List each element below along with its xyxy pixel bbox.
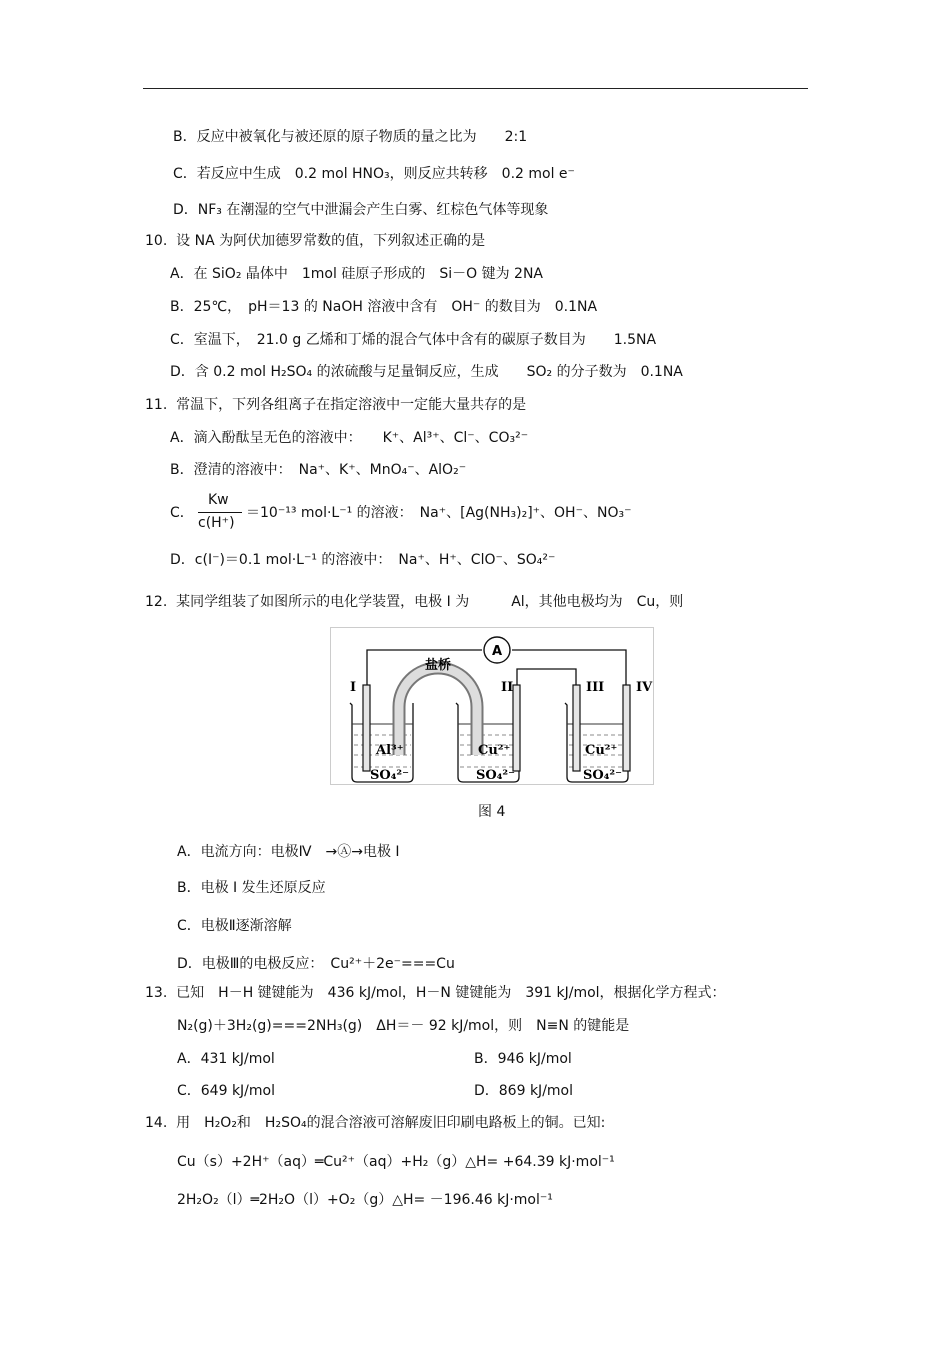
electrode-label-3: III <box>586 680 605 695</box>
q12-option-b: B．电极 I 发生还原反应 <box>177 880 326 896</box>
q10-option-c: C．室温下， 21.0 g 乙烯和丁烯的混合气体中含有的碳原子数目为 1.5NA <box>170 332 657 348</box>
header-rule <box>143 88 808 89</box>
anion-label-3: SO₄²⁻ <box>583 768 622 783</box>
fraction-bar <box>198 512 242 513</box>
anion-label-2: SO₄²⁻ <box>476 768 515 783</box>
q12-option-a: A．电流方向：电极Ⅳ →Ⓐ→电极 I <box>177 844 400 860</box>
ion-label-2: Cu²⁺ <box>478 743 511 758</box>
electrode-label-2: II <box>501 680 514 695</box>
electrode-label-4: IV <box>636 680 653 695</box>
q12-option-c: C．电极Ⅱ逐渐溶解 <box>177 918 292 934</box>
q13-option-d: D．869 kJ/mol <box>474 1083 573 1099</box>
figure-caption: 图 4 <box>478 804 506 820</box>
q13-option-a: A．431 kJ/mol <box>177 1051 275 1067</box>
q9-option-b: B．反应中被氧化与被还原的原子物质的量之比为 2:1 <box>173 129 528 145</box>
electrochemical-cell-figure <box>330 627 654 785</box>
q13-option-b: B．946 kJ/mol <box>474 1051 572 1067</box>
ion-label-1: Al³⁺ <box>376 743 404 758</box>
wire-middle <box>517 669 576 693</box>
fraction-denominator: c(H⁺) <box>198 515 235 531</box>
q10-stem: 10. 设 NA 为阿伏加德罗常数的值，下列叙述正确的是 <box>145 233 486 249</box>
q11-option-d: D．c(I⁻)＝0.1 mol·L⁻¹ 的溶液中： Na⁺、H⁺、ClO⁻、SO₄²⁻ <box>170 552 556 568</box>
q11-option-b: B．澄清的溶液中： Na⁺、K⁺、MnO₄⁻、AlO₂⁻ <box>170 462 467 478</box>
fraction-numerator: Kw <box>208 492 229 508</box>
q10-option-a: A．在 SiO₂ 晶体中 1mol 硅原子形成的 Si－O 键为 2NA <box>170 266 543 282</box>
q9-option-c: C．若反应中生成 0.2 mol HNO₃，则反应共转移 0.2 mol e⁻ <box>173 166 575 182</box>
q9-option-d: D．NF₃ 在潮湿的空气中泄漏会产生白雾、红棕色气体等现象 <box>173 202 549 218</box>
q13-option-c: C．649 kJ/mol <box>177 1083 275 1099</box>
q11-option-c-text: ＝10⁻¹³ mol·L⁻¹ 的溶液： Na⁺、[Ag(NH₃)₂]⁺、OH⁻、NO₃⁻ <box>246 505 632 521</box>
q14-stem: 14. 用 H₂O₂和 H₂SO₄的混合溶液可溶解废旧印刷电路板上的铜。已知: <box>145 1115 606 1131</box>
anion-label-1: SO₄²⁻ <box>370 768 409 783</box>
q12-option-d: D．电极Ⅲ的电极反应： Cu²⁺＋2e⁻===Cu <box>177 956 455 972</box>
q11-c-fraction <box>198 492 243 536</box>
electrode-label-1: I <box>350 680 357 695</box>
ion-label-3: Cu²⁺ <box>585 743 618 758</box>
q13-equation: N₂(g)＋3H₂(g)===2NH₃(g) ΔH＝－ 92 kJ/mol，则 N≡N 的键能是 <box>177 1018 630 1034</box>
q14-equation-1: Cu（s）+2H⁺（aq）═Cu²⁺（aq）+H₂（g）△H= +64.39 kJ·mol⁻¹ <box>177 1154 615 1170</box>
q11-stem: 11. 常温下，下列各组离子在指定溶液中一定能大量共存的是 <box>145 397 527 413</box>
ammeter-label: A <box>491 644 503 659</box>
q11-option-c-label: C． <box>170 505 194 521</box>
q10-option-b: B．25℃， pH＝13 的 NaOH 溶液中含有 OH⁻ 的数目为 0.1NA <box>170 299 598 315</box>
q11-option-a: A．滴入酚酞呈无色的溶液中： K⁺、Al³⁺、Cl⁻、CO₃²⁻ <box>170 430 529 446</box>
q13-stem: 13. 已知 H－H 键键能为 436 kJ/mol，H－N 键键能为 391 kJ/mol，根据化学方程式： <box>145 985 726 1001</box>
q14-equation-2: 2H₂O₂（l）═2H₂O（l）+O₂（g）△H= －196.46 kJ·mol⁻¹ <box>177 1192 553 1208</box>
salt-bridge-label: 盐桥 <box>424 658 452 673</box>
q10-option-d: D．含 0.2 mol H₂SO₄ 的浓硫酸与足量铜反应，生成 SO₂ 的分子数为 0.1NA <box>170 364 683 380</box>
q12-stem: 12. 某同学组装了如图所示的电化学装置，电极 I 为 Al，其他电极均为 Cu，则 <box>145 594 684 610</box>
